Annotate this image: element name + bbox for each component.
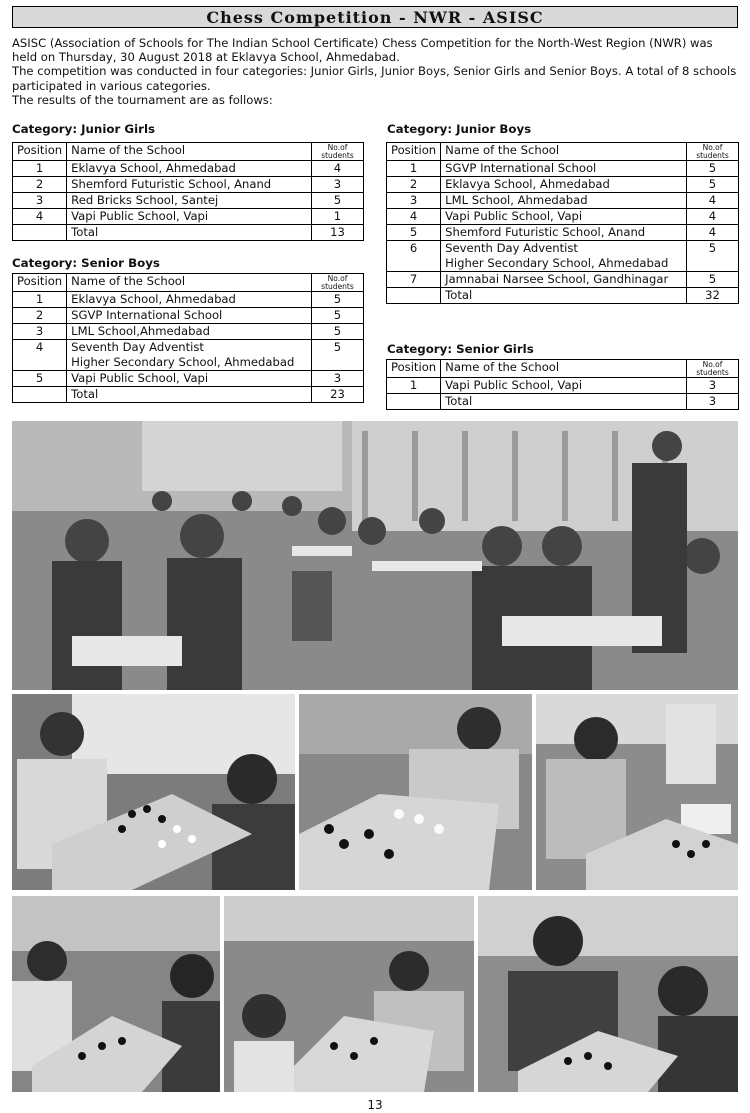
students-cell: 3 (312, 177, 364, 193)
table-row (13, 292, 364, 308)
students-cell: 5 (312, 324, 364, 340)
students-cell: 5 (312, 292, 364, 308)
position-cell: 2 (387, 177, 441, 193)
school-cell: Vapi Public School, Vapi (441, 209, 687, 225)
school-cell: SGVP International School (67, 308, 312, 324)
total-value: 13 (312, 225, 364, 241)
students-cell: 5 (687, 177, 739, 193)
chess-photo-1 (12, 694, 295, 890)
senior-boys-heading: Category: Senior Boys (12, 256, 160, 270)
table-row (387, 272, 739, 288)
school-cell: Eklavya School, Ahmedabad (67, 292, 312, 308)
header-name: Name of the School (441, 360, 687, 378)
school-cell: Vapi Public School, Vapi (441, 378, 687, 394)
table-row (13, 209, 364, 225)
table-row (13, 193, 364, 209)
school-name-line-1: Seventh Day Adventist (445, 241, 578, 255)
position-cell: 1 (13, 161, 67, 177)
header-position: Position (387, 360, 441, 378)
table-header-row (13, 143, 364, 161)
total-row (387, 288, 739, 304)
students-cell: 3 (687, 378, 739, 394)
total-value: 3 (687, 394, 739, 410)
total-row (13, 387, 364, 403)
school-name-line-1: Seventh Day Adventist (71, 340, 204, 354)
table-row (387, 177, 739, 193)
page-title: Chess Competition - NWR - ASISC (12, 6, 738, 28)
position-cell: 3 (13, 324, 67, 340)
position-cell: 4 (387, 209, 441, 225)
table-row (387, 241, 739, 272)
position-cell: 2 (13, 177, 67, 193)
header-position: Position (387, 143, 441, 161)
position-cell: 4 (13, 340, 67, 371)
total-label: Total (67, 225, 312, 241)
senior-boys-table (12, 273, 364, 403)
students-cell: 5 (312, 308, 364, 324)
position-cell: 4 (13, 209, 67, 225)
senior-girls-table (386, 359, 739, 410)
header-name: Name of the School (441, 143, 687, 161)
total-label: Total (441, 288, 687, 304)
table-header-row (387, 143, 739, 161)
school-cell: LML School, Ahmedabad (441, 193, 687, 209)
school-cell (67, 340, 312, 371)
table-row (13, 371, 364, 387)
header-students: No.of students (687, 360, 739, 378)
header-name: Name of the School (67, 274, 312, 292)
school-cell: Shemford Futuristic School, Anand (67, 177, 312, 193)
total-label: Total (441, 394, 687, 410)
school-cell: Eklavya School, Ahmedabad (67, 161, 312, 177)
header-students: No.of students (312, 143, 364, 161)
school-cell: Eklavya School, Ahmedabad (441, 177, 687, 193)
total-value: 23 (312, 387, 364, 403)
school-name-line-2: Higher Secondary School, Ahmedabad (445, 256, 669, 270)
table-row (387, 193, 739, 209)
table-row (13, 324, 364, 340)
page-number: 13 (367, 1098, 383, 1112)
senior-girls-heading: Category: Senior Girls (387, 342, 534, 356)
junior-girls-heading: Category: Junior Girls (12, 122, 156, 136)
school-cell: Red Bricks School, Santej (67, 193, 312, 209)
school-cell: LML School,Ahmedabad (67, 324, 312, 340)
students-cell: 5 (687, 272, 739, 288)
intro-text (12, 36, 740, 107)
table-row (13, 177, 364, 193)
students-cell: 4 (687, 225, 739, 241)
junior-boys-table (386, 142, 739, 304)
chess-photo-3 (536, 694, 738, 890)
position-cell: 2 (13, 308, 67, 324)
table-row (387, 225, 739, 241)
total-row (13, 225, 364, 241)
position-cell: 5 (387, 225, 441, 241)
school-name-line-2: Higher Secondary School, Ahmedabad (71, 355, 295, 369)
header-position: Position (13, 143, 67, 161)
intro-paragraph-1: ASISC (Association of Schools for The Indian School Certificate) Chess Competition for the North-West Region (NWR) was held on Thursday, 30 August 2018 at Eklavya School, Ahmedabad. (12, 36, 713, 65)
hall-photo (12, 421, 738, 690)
total-label: Total (67, 387, 312, 403)
header-students: No.of students (687, 143, 739, 161)
position-cell: 7 (387, 272, 441, 288)
table-row (387, 161, 739, 177)
intro-paragraph-2: The competition was conducted in four categories: Junior Girls, Junior Boys, Senior Girls and Senior Boys. A total of 8 schools participated in various categories. (12, 64, 737, 93)
students-cell: 4 (687, 209, 739, 225)
students-cell: 4 (312, 161, 364, 177)
school-cell: Vapi Public School, Vapi (67, 209, 312, 225)
school-cell: SGVP International School (441, 161, 687, 177)
chess-photo-5 (224, 896, 474, 1092)
position-cell: 5 (13, 371, 67, 387)
students-cell: 5 (687, 241, 739, 272)
students-cell: 5 (312, 340, 364, 371)
position-cell: 3 (13, 193, 67, 209)
students-cell: 5 (687, 161, 739, 177)
table-row (387, 209, 739, 225)
table-header-row (13, 274, 364, 292)
table-row (387, 378, 739, 394)
table-row (13, 308, 364, 324)
school-cell (441, 241, 687, 272)
table-row (13, 340, 364, 371)
school-cell: Shemford Futuristic School, Anand (441, 225, 687, 241)
chess-photo-4 (12, 896, 220, 1092)
table-row (13, 161, 364, 177)
students-cell: 4 (687, 193, 739, 209)
position-cell: 1 (387, 378, 441, 394)
junior-boys-heading: Category: Junior Boys (387, 122, 532, 136)
position-cell: 1 (387, 161, 441, 177)
school-cell: Jamnabai Narsee School, Gandhinagar (441, 272, 687, 288)
total-value: 32 (687, 288, 739, 304)
position-cell: 1 (13, 292, 67, 308)
position-cell: 6 (387, 241, 441, 272)
school-cell: Vapi Public School, Vapi (67, 371, 312, 387)
students-cell: 3 (312, 371, 364, 387)
students-cell: 1 (312, 209, 364, 225)
chess-photo-2 (299, 694, 532, 890)
intro-paragraph-3: The results of the tournament are as follows: (12, 92, 273, 107)
header-position: Position (13, 274, 67, 292)
table-header-row (387, 360, 739, 378)
chess-photo-6 (478, 896, 738, 1092)
position-cell: 3 (387, 193, 441, 209)
junior-girls-table (12, 142, 364, 241)
header-name: Name of the School (67, 143, 312, 161)
total-row (387, 394, 739, 410)
students-cell: 5 (312, 193, 364, 209)
header-students: No.of students (312, 274, 364, 292)
